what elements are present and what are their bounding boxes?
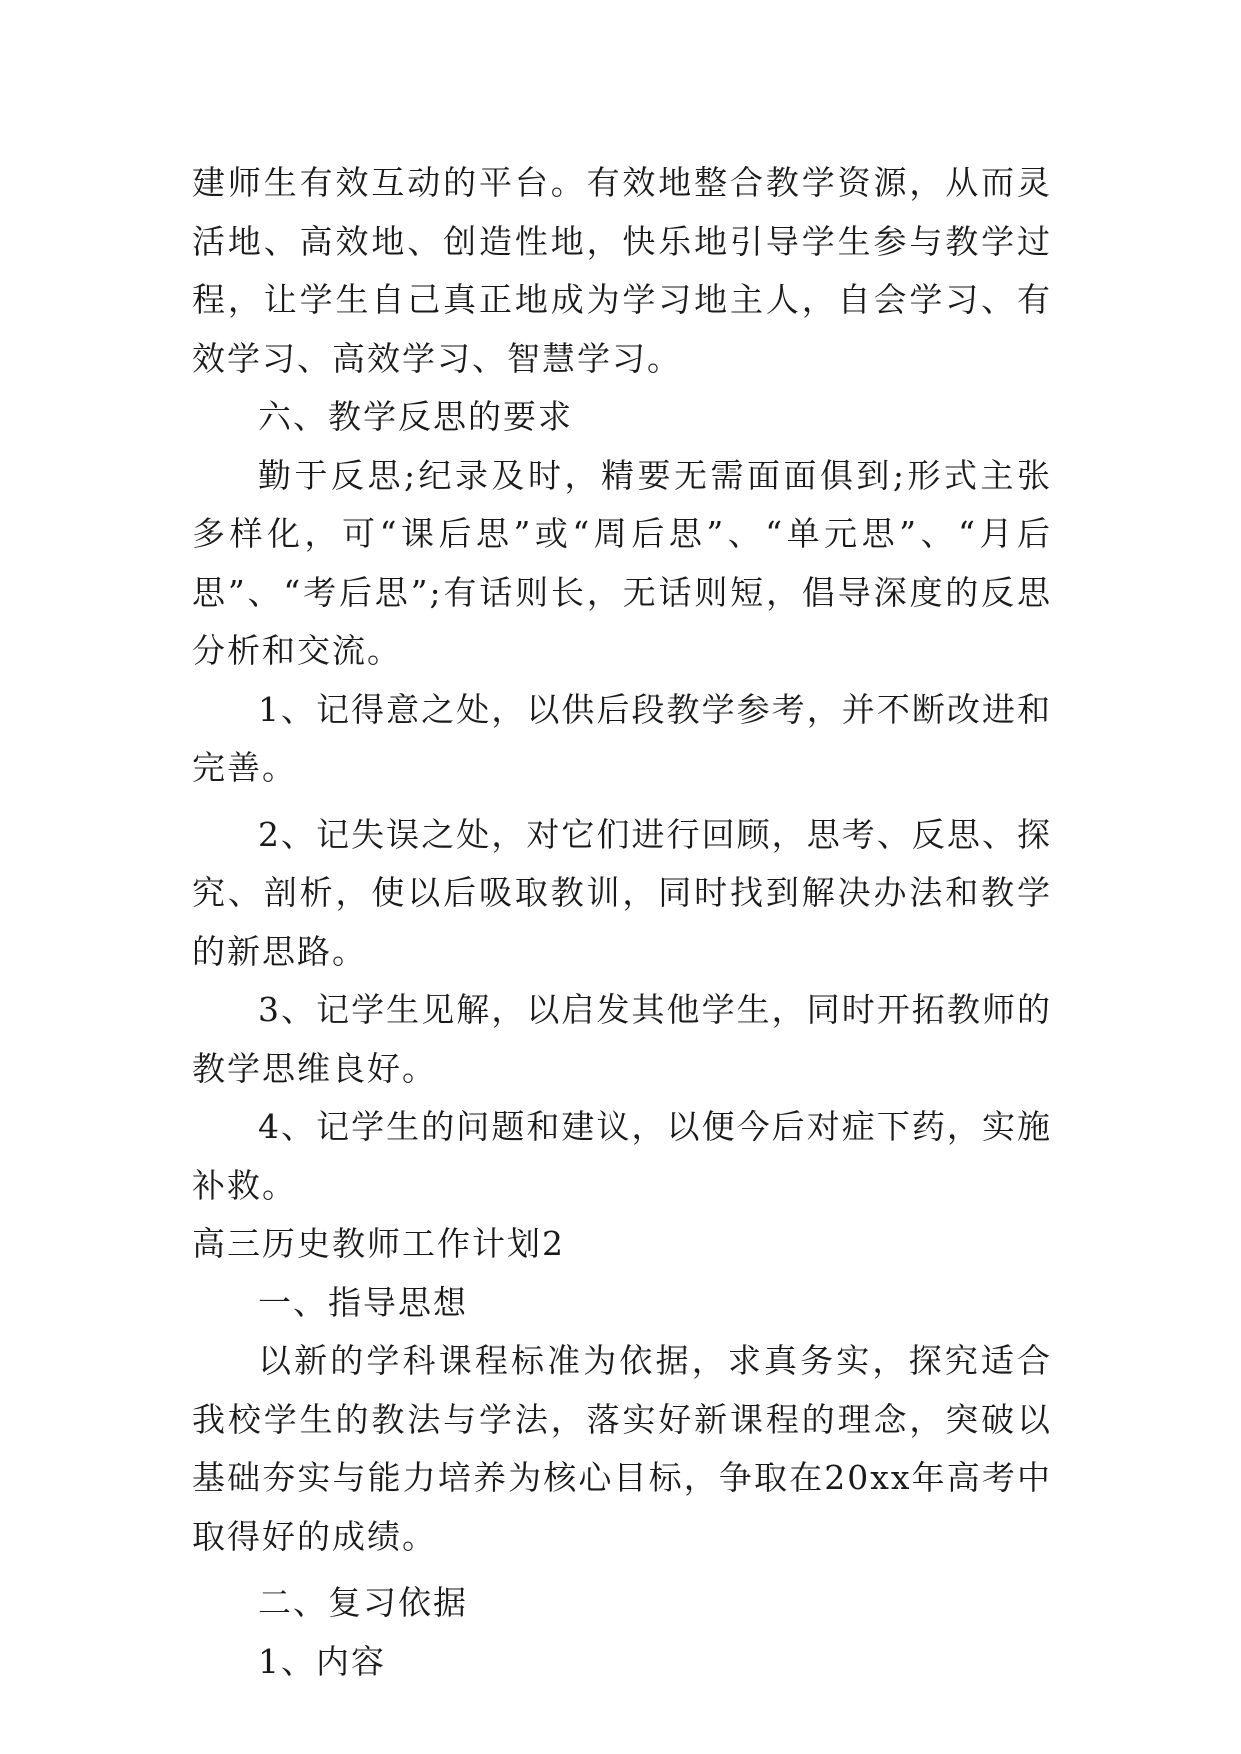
section-heading-reflection-requirements: 六、教学反思的要求 — [258, 397, 573, 436]
document-body — [192, 154, 1052, 1691]
sub-heading-content: 1、内容 — [258, 1641, 386, 1681]
document-title: 高三历史教师工作计划2 — [192, 1224, 565, 1263]
paragraph-guiding-thought: 以新的学科课程标准为依据，求真务实，探究适合我校学生的教法与学法，落实好新课程的理念，突破以基础夯实与能力培养为核心目标，争取在20xx年高考中取得好的成绩。 — [192, 1341, 1052, 1556]
list-item-1: 1、记得意之处，以供后段教学参考，并不断改进和完善。 — [192, 689, 1052, 787]
paragraph-continuation: 建师生有效互动的平台。有效地整合教学资源，从而灵活地、高效地、创造性地，快乐地引导学生参与教学过程，让学生自己真正地成为学习地主人，自会学习、有效学习、高效学习、智慧学习。 — [192, 163, 1052, 378]
paragraph-reflection-guidelines: 勤于反思;纪录及时，精要无需面面俱到;形式主张多样化，可“课后思”或“周后思”、“单元思”、“月后思”、“考后思”;有话则长，无话则短，倡导深度的反思分析和交流。 — [192, 455, 1052, 670]
list-item-4: 4、记学生的问题和建议，以便今后对症下药，实施补救。 — [192, 1107, 1052, 1205]
section-heading-review-basis: 二、复习依据 — [258, 1583, 468, 1622]
list-item-3: 3、记学生见解，以启发其他学生，同时开拓教师的教学思维良好。 — [192, 990, 1052, 1088]
list-item-2: 2、记失误之处，对它们进行回顾，思考、反思、探究、剖析，使以后吸取教训，同时找到解决办法和教学的新思路。 — [192, 814, 1052, 971]
section-heading-guiding-thought: 一、指导思想 — [258, 1282, 468, 1322]
